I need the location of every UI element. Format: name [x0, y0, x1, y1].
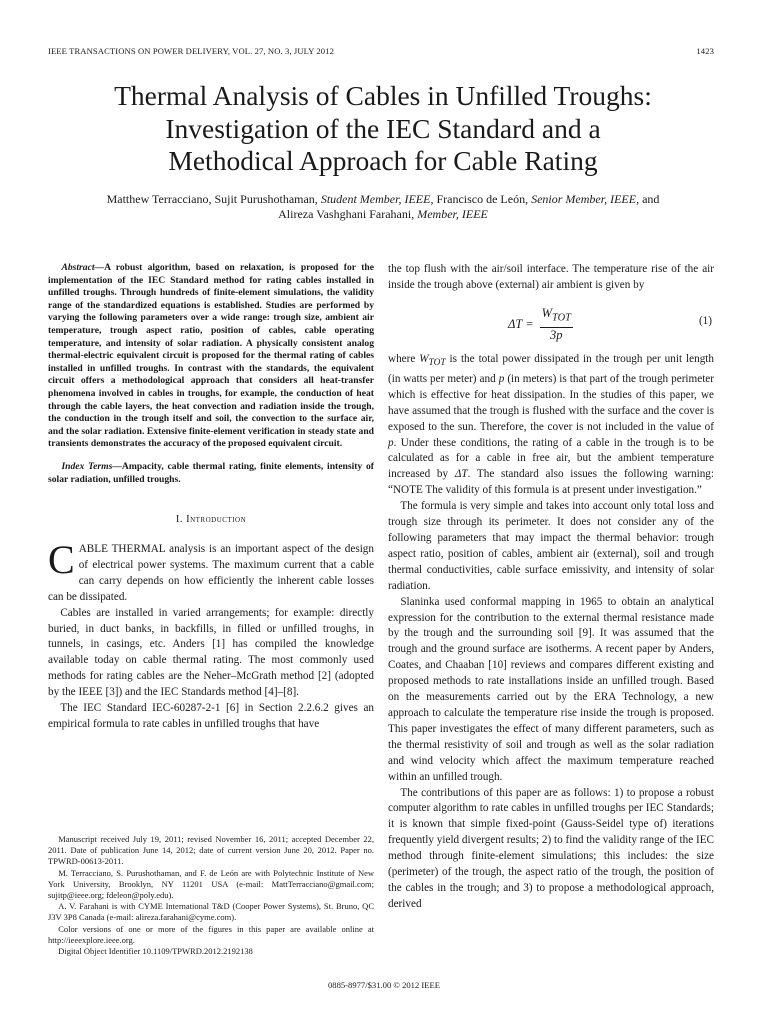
author-name: Alireza Vashghani Farahani,: [278, 207, 415, 221]
equation-fraction: [540, 306, 573, 344]
author-line: [40, 207, 726, 222]
footnote: M. Terracciano, S. Purushothaman, and F. de León are with Polytechnic Institute of New York University, Brooklyn, NY 11201 USA (e-mail: MattTerracciano@gmail.com; sujitp@ieee.org; fdeleon@poly.edu).: [48, 867, 374, 901]
intro-paragraph: The IEC Standard IEC-60287-2-1 [6] in Section 2.2.6.2 gives an empirical formula to rate cables in unfilled troughs that have: [48, 702, 374, 730]
index-terms: [48, 461, 374, 486]
title-line: Methodical Approach for Cable Rating: [168, 145, 598, 176]
text-run: . Under these conditions, the rating of a cable in the trough is to be calculated as for a cable in free air, but the ambient temperature increased by: [388, 436, 714, 481]
intro-paragraph: [48, 537, 374, 606]
math-symbol: p: [498, 372, 505, 385]
author-name: Matthew Terracciano,: [106, 192, 212, 206]
math-symbol: [419, 352, 446, 369]
equation-numerator-main: W: [541, 305, 553, 320]
math-symbol-sub: TOT: [428, 358, 446, 369]
body-paragraph: The formula is very simple and takes into account only total loss and trough size through its perimeter. It does not consider any of the following parameters that may impact the thermal behavior: trough aspect ratio, position of cables, ambient air (external), soil and trough thermal conductivities, cable surface emissivity, and intensity of solar radiation.: [388, 500, 714, 592]
author-conjunction: and: [642, 192, 660, 206]
author-name: Francisco de León,: [436, 192, 529, 206]
copyright-line: 0885-8977/$31.00 © 2012 IEEE: [327, 980, 441, 990]
text-run: where: [388, 352, 416, 365]
footnotes: [48, 834, 374, 957]
footnote: A. V. Farahani is with CYME International T&D (Cooper Power Systems), St. Bruno, QC J3V 3P8 Canada (e-mail: alireza.farahani@cyme.com).: [48, 901, 374, 923]
left-column: [48, 262, 374, 733]
footnote: Manuscript received July 19, 2011; revised November 16, 2011; accepted December 22, 2011. Date of publication June 14, 2012; date of current version June 20, 2012. Paper no. TPWRD-00613-2011.: [48, 834, 374, 867]
section-numeral: I.: [175, 514, 183, 526]
body-paragraph: the top flush with the air/soil interface. The temperature rise of the air inside the trough above (external) air ambient is given by: [388, 263, 714, 291]
equation-denominator: 3p: [550, 328, 563, 343]
author-role: Member, IEEE: [417, 207, 488, 221]
equation-numerator: [540, 306, 573, 328]
paper-title: [40, 80, 726, 178]
equation-body: [508, 306, 573, 344]
abstract-text: A robust algorithm, based on relaxation, is proposed for the implementation of the IEC Standard method for rating cables installed in unfilled troughs. Through hundreds of finite-element simulations, the validity range of the standardized equations is established. Studies are performed by varying the following parameters over a wide range: trough size, ambient air temperature, trough aspect ratio, position of cables, cable operating temperature, and intensity of solar radiation. A physically consistent analog thermal-electric equivalent circuit is proposed for the thermal rating of cables installed in unfilled troughs. In contrast with the standards, the equivalent circuit offers a methodological approach that considers all heat-transfer phenomena involved in cables in troughs, for example, the conduction of heat through the cable layers, the heat convection and radiation inside the trough, the conduction in the trough itself and soil, the convection to the surface air, and the solar radiation. Extensive finite-element verification in steady state and transients demonstrates the accuracy of the proposed equivalent circuit.: [48, 262, 374, 450]
text-run: . The standard also issues the following warning: “NOTE The validity of this formula is at present under investigation.”: [388, 468, 714, 497]
author-list: [40, 192, 726, 222]
body-paragraph: Slaninka used conformal mapping in 1965 to obtain an analytical expression for the contribution to the external thermal resistance made by the trough and the surrounding soil [9]. It was assumed that the trough and the ground surface are isotherms. A recent paper by Anders, Coates, and Chaaban [10] reviews and compares different existing and proposed methods to rate installations inside an unfilled trough. Based on the measurements carried out by the ERA Technology, a new approach to calculate the temperature rise inside the trough is proposed. This paper investigates the effect of many different parameters, such as the thermal resistivity of soil and trough as well as the solar radiation and wind velocity which affect the maximum temperature reached within an unfilled trough.: [388, 595, 714, 783]
equation-number: (1): [698, 314, 712, 327]
intro-text: ABLE THERMAL analysis is an important aspect of the design of electrical power systems. The maximum current that a cable can carry depends on how efficiently the inherent cable losses can be dissipated.: [48, 543, 374, 603]
equation-lhs: ΔT =: [508, 317, 534, 332]
equation-1: [388, 300, 714, 348]
index-terms-label: Index Terms—: [61, 460, 122, 472]
title-line: Investigation of the IEC Standard and a: [165, 112, 601, 144]
footnote: Color versions of one or more of the figures in this paper are available online at http://ieeexplore.ieee.org.: [48, 923, 374, 945]
author-role: Student Member, IEEE,: [320, 192, 434, 206]
author-line: [40, 192, 726, 207]
math-symbol: p: [388, 436, 394, 449]
title-line: Thermal Analysis of Cables in Unfilled Troughs:: [114, 80, 652, 111]
running-header: [48, 46, 714, 56]
footnote: Digital Object Identifier 10.1109/TPWRD.2012.2192138: [58, 946, 253, 957]
page-number: 1423: [696, 46, 714, 56]
text-run: (in meters) is that part of the trough perimeter which is effective for heat dissipation. In the studies of this paper, we have assumed that the trough is flushed with the surface and the cover is exposed to the sun. Therefore, the cover is not included in the value of: [388, 372, 714, 433]
drop-cap: C: [48, 537, 75, 582]
equation-numerator-sub: TOT: [552, 312, 571, 324]
journal-name: IEEE TRANSACTIONS ON POWER DELIVERY, VOL. 27, NO. 3, JULY 2012: [48, 46, 334, 56]
body-paragraph: [388, 352, 714, 499]
author-role: Senior Member, IEEE,: [531, 192, 640, 206]
author-name: Sujit Purushothaman,: [214, 192, 318, 206]
intro-paragraph: Cables are installed in varied arrangements; for example: directly buried, in duct banks, in backfills, in filled or unfilled troughs, in tunnels, in casings, etc. Anders [1] has compiled the knowledge available today on cable thermal rating. The most commonly used methods for rating cables are the Neher–McGrath method [2] (adopted by the IEEE [3]) and the IEC Standards method [4]–[8].: [48, 606, 374, 699]
abstract: [48, 262, 374, 451]
math-symbol-main: W: [419, 352, 429, 365]
index-terms-text: Ampacity, cable thermal rating, finite elements, intensity of solar radiation, unfilled troughs.: [48, 460, 374, 485]
right-column: [388, 262, 714, 913]
section-title: Introduction: [186, 514, 247, 526]
math-symbol: ΔT: [454, 468, 468, 481]
text-run: is the total power dissipated in the trough per unit length (in watts per meter) and: [388, 352, 714, 385]
body-paragraph: The contributions of this paper are as follows: 1) to propose a robust computer algorithm to rate cables in unfilled troughs per IEC Standards; it is known that simple fixed-point (Gauss-Seidel type of) iterations frequently yield divergent results; 2) to find the validity range of the IEC method through finite-element simulations; this includes: the size (perimeter) of the trough, the aspect ratio of the trough, the position of the cables in the trough; and 3) to propose a methodological approach, derived: [388, 786, 715, 910]
abstract-label: Abstract—: [61, 262, 105, 273]
section-heading: [48, 512, 374, 528]
